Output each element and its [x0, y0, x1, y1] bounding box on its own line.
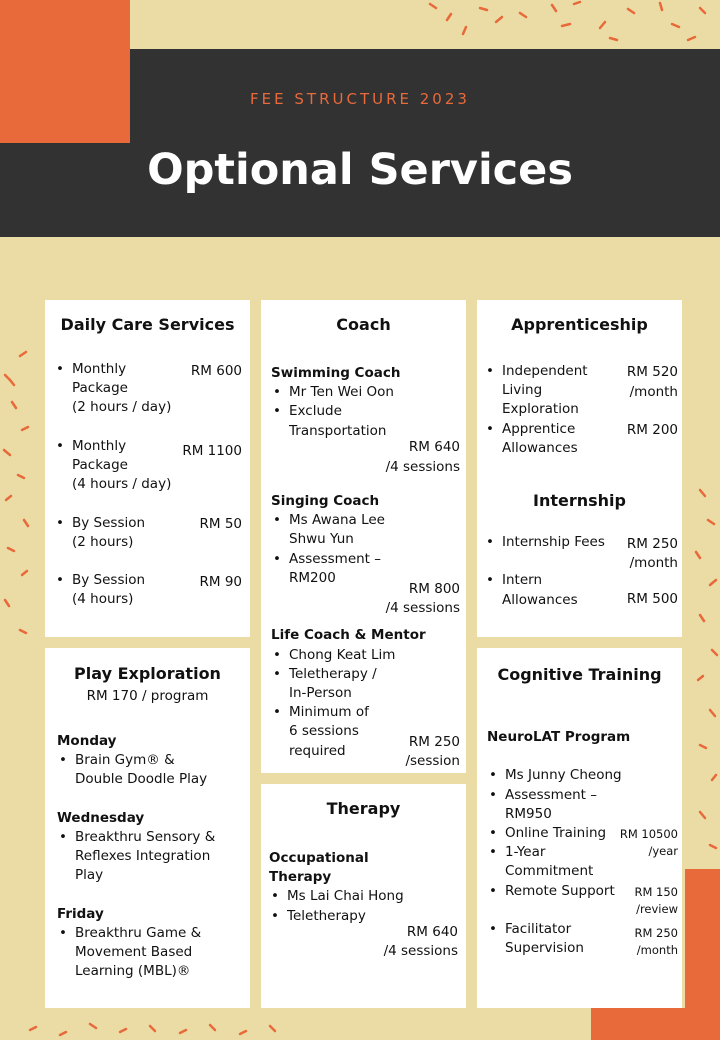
section-title: Internship [533, 491, 626, 510]
list-item-text: Learning (MBL)® [75, 963, 191, 979]
list-item-text: • Monthly [72, 437, 126, 457]
list-item-text: (4 hours) [72, 591, 134, 607]
list-item-text: • Independent [502, 362, 588, 382]
price: RM 250 [408, 734, 460, 750]
price-unit: /month [629, 555, 678, 571]
price: RM 500 [626, 591, 678, 607]
list-item-text: (4 hours / day) [72, 476, 172, 492]
price: RM 250 [634, 926, 678, 940]
price-unit: /4 sessions [383, 943, 458, 959]
list-item-text: RM200 [289, 570, 336, 586]
list-item-text: Supervision [505, 940, 584, 956]
card-title: Play Exploration [74, 664, 221, 683]
list-item-text: • Mr Ten Wei Oon [289, 383, 394, 403]
list-item-text: Reflexes Integration [75, 848, 211, 864]
price-unit: /4 sessions [385, 600, 460, 616]
list-item-text: • Online Training [505, 824, 606, 844]
card-title: Apprenticeship [511, 315, 648, 334]
list-item-text: Double Doodle Play [75, 771, 208, 787]
list-item-text: • Breakthru Sensory & [75, 828, 215, 848]
card-title: Cognitive Training [497, 665, 662, 684]
list-item-text: Shwu Yun [289, 531, 354, 547]
list-item-text: • Ms Lai Chai Hong [287, 887, 404, 907]
price: RM 640 [406, 924, 458, 940]
list-item-text: • Apprentice [502, 420, 575, 440]
list-item-text: (2 hours) [72, 534, 134, 550]
price-unit: /review [636, 902, 678, 916]
list-item-text: Movement Based [75, 944, 193, 960]
section-title: NeuroLAT Program [487, 729, 631, 745]
section-title: Life Coach & Mentor [271, 627, 426, 643]
price-unit: /month [636, 943, 678, 957]
list-item-text: • Internship Fees [502, 533, 605, 553]
list-item-text: • Remote Support [505, 882, 615, 902]
day-title: Wednesday [57, 810, 145, 826]
list-item-text: • Ms Awana Lee [289, 511, 385, 531]
price: RM 200 [626, 422, 678, 438]
list-item-text: Transportation [289, 423, 387, 439]
section-title: Swimming Coach [271, 365, 401, 381]
list-item-text: RM950 [505, 806, 552, 822]
list-item-text: (2 hours / day) [72, 399, 172, 415]
price: RM 800 [408, 581, 460, 597]
section-title: Singing Coach [271, 493, 380, 509]
price: RM 520 [626, 364, 678, 380]
list-item-text: • Ms Junny Cheong [505, 766, 622, 786]
price: RM 150 [634, 885, 678, 899]
list-item-text: Exploration [502, 401, 579, 417]
section-title: Occupational [269, 850, 369, 866]
list-item-text: required [289, 743, 346, 759]
price-unit: /4 sessions [385, 459, 460, 475]
list-item-text: • By Session [72, 514, 145, 534]
list-item-text: Package [72, 457, 128, 473]
list-item-text: • Teletherapy / [289, 665, 377, 685]
list-item-text: Living [502, 382, 543, 398]
price-unit: /month [629, 384, 678, 400]
list-item-text: • Chong Keat Lim [289, 646, 395, 666]
card-title: Therapy [326, 799, 401, 818]
list-item-text: • Exclude [289, 402, 342, 422]
price: RM 90 [199, 574, 242, 590]
day-title: Friday [57, 906, 104, 922]
list-item-text: • Assessment – [289, 550, 381, 570]
price: RM 600 [190, 363, 242, 379]
list-item-text: • Minimum of [289, 703, 369, 723]
price: RM 10500 [619, 827, 678, 841]
list-item-text: • 1-Year [505, 843, 545, 863]
list-item-text: • Facilitator [505, 920, 571, 940]
page-subtitle: FEE STRUCTURE 2023 [250, 90, 470, 108]
price: RM 1100 [182, 443, 242, 459]
price-unit: /session [405, 753, 460, 769]
list-item-text: • Breakthru Game & [75, 924, 201, 944]
list-item-text: • Teletherapy [287, 907, 366, 927]
list-item-text: • Assessment – [505, 786, 597, 806]
price: RM 250 [626, 536, 678, 552]
list-item-text: In-Person [289, 685, 352, 701]
page-title: Optional Services [147, 145, 573, 195]
card-title: Daily Care Services [60, 315, 235, 334]
list-item-text: • Monthly [72, 360, 126, 380]
list-item-text: • By Session [72, 571, 145, 591]
list-item-text: Allowances [502, 592, 578, 608]
price: RM 50 [199, 516, 242, 532]
price-unit: /year [648, 844, 678, 858]
list-item-text: Package [72, 380, 128, 396]
list-item-text: Commitment [505, 863, 594, 879]
list-item-text: • Intern [502, 571, 542, 591]
card-title: Coach [336, 315, 391, 334]
list-item-text: Allowances [502, 440, 578, 456]
price: RM 170 / program [86, 688, 209, 704]
day-title: Monday [57, 733, 117, 749]
price: RM 640 [408, 439, 460, 455]
list-item-text: • Brain Gym® & [75, 751, 175, 771]
section-title: Therapy [269, 869, 332, 885]
list-item-text: Play [75, 867, 104, 883]
orange-corner-block [0, 0, 130, 143]
list-item-text: 6 sessions [289, 723, 359, 739]
